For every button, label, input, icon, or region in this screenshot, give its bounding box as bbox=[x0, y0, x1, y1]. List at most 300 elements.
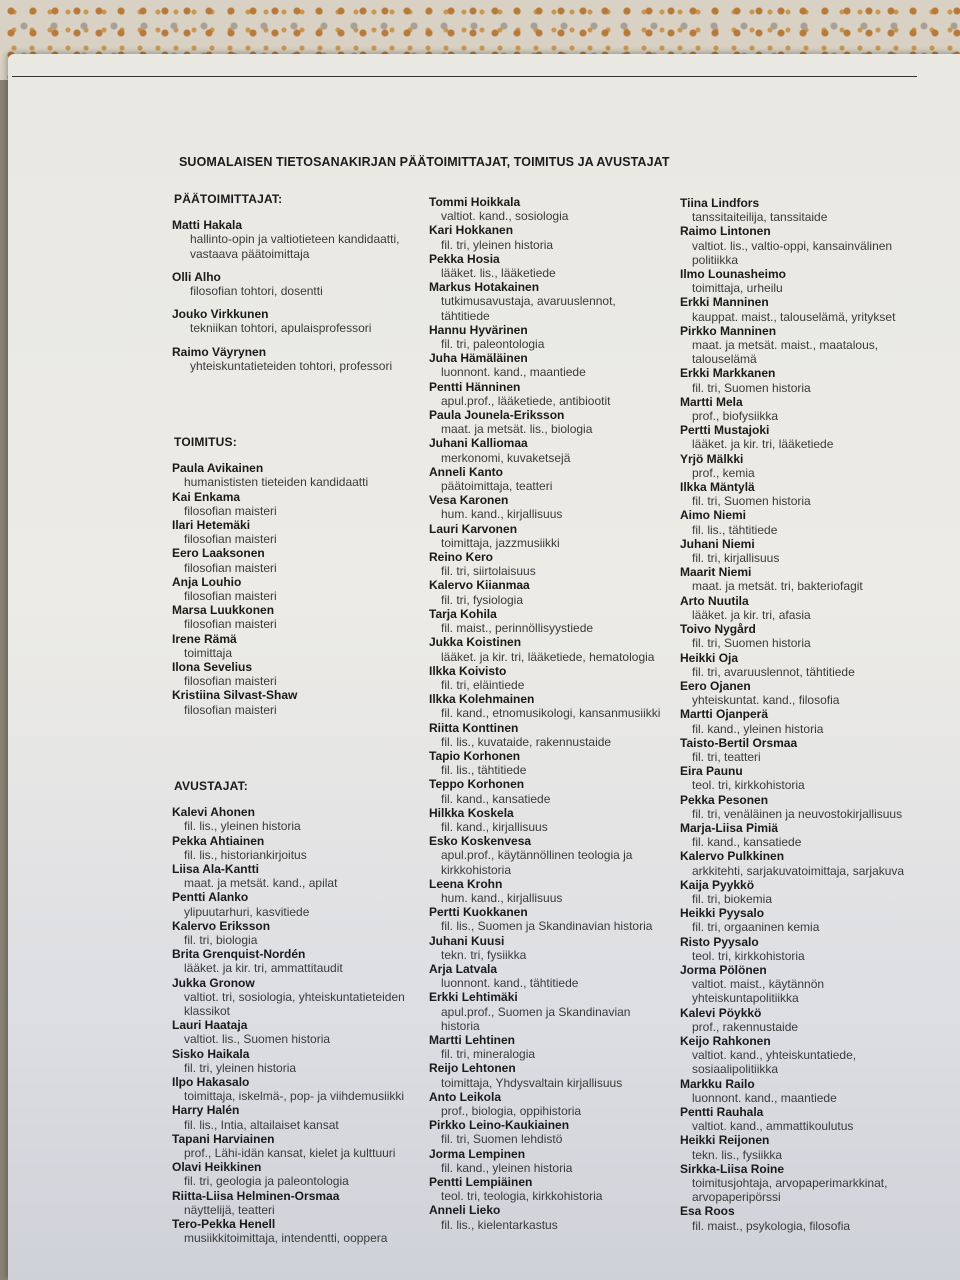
person-name: Jorma Pölönen bbox=[680, 962, 767, 977]
person-name: Ilmo Lounasheimo bbox=[680, 267, 787, 282]
person-entry bbox=[680, 821, 915, 849]
person-entry bbox=[429, 1203, 664, 1231]
person-name: Reino Kero bbox=[429, 550, 494, 565]
person-entry bbox=[172, 688, 417, 716]
person-entry bbox=[680, 508, 915, 536]
person-name: Anto Leikola bbox=[429, 1089, 502, 1104]
person-entry bbox=[429, 721, 664, 749]
person-name: Jukka Gronow bbox=[172, 975, 255, 990]
column-2 bbox=[429, 195, 664, 1232]
person-description: tekn. tri, fysiikka bbox=[441, 947, 527, 962]
person-description: luonnont. kand., tähtitiede bbox=[441, 976, 579, 991]
person-description: lääket. ja kir. tri, ammattitaudit bbox=[184, 961, 343, 976]
person-name: Anja Louhio bbox=[172, 574, 242, 589]
person-description: fil. kand., etnomusikologi, kansanmusiikki bbox=[441, 706, 661, 721]
person-description: lääket. lis., lääketiede bbox=[441, 266, 556, 281]
person-description: luonnont. kand., maantiede bbox=[441, 365, 586, 380]
person-name: Pentti Alanko bbox=[172, 890, 249, 905]
person-name: Sisko Haikala bbox=[172, 1046, 250, 1061]
person-description: fil. lis., yleinen historia bbox=[184, 819, 301, 834]
person-description: tekn. lis., fysiikka bbox=[692, 1147, 783, 1162]
person-description: fil. tri, siirtolaisuus bbox=[441, 564, 536, 579]
person-name: Markku Railo bbox=[680, 1076, 755, 1091]
person-name: Paula Avikainen bbox=[172, 461, 264, 476]
person-description: kauppat. maist., talouselämä, yritykset bbox=[692, 309, 896, 324]
person-entry bbox=[429, 578, 664, 606]
person-entry bbox=[429, 280, 664, 323]
person-description: fil. tri, venäläinen ja neuvostokirjallisuus bbox=[692, 806, 903, 821]
person-entry bbox=[429, 408, 664, 436]
person-description: prof., biologia, oppihistoria bbox=[441, 1104, 582, 1118]
person-name: Martti Mela bbox=[680, 394, 743, 409]
person-description: lääket. ja kir. tri, lääketiede, hematologia bbox=[441, 649, 655, 664]
person-entry bbox=[680, 395, 915, 423]
person-description: teol. tri, teologia, kirkkohistoria bbox=[441, 1189, 603, 1204]
person-entry bbox=[429, 962, 664, 990]
person-description: fil. kand., kansatiede bbox=[692, 835, 802, 850]
person-name: Markus Hotakainen bbox=[429, 280, 540, 295]
person-entry bbox=[429, 252, 664, 280]
person-entry bbox=[429, 1061, 664, 1089]
person-description: toimittaja bbox=[184, 645, 233, 660]
person-entry bbox=[172, 976, 417, 1019]
person-name: Eero Laaksonen bbox=[172, 546, 265, 561]
person-entry bbox=[680, 679, 915, 707]
person-name: Lauri Haataja bbox=[172, 1018, 248, 1033]
person-description: toimitusjohtaja, arvopaperimarkkinat, arvopaperipörssi bbox=[692, 1176, 888, 1205]
person-name: Ilkka Kolehmainen bbox=[429, 692, 535, 707]
person-name: Kaija Pyykkö bbox=[680, 877, 755, 892]
person-description: fil. tri, Suomen historia bbox=[692, 494, 811, 509]
person-name: Pertti Mustajoki bbox=[680, 423, 770, 438]
person-description: fil. tri, orgaaninen kemia bbox=[692, 920, 820, 935]
person-entry bbox=[172, 1189, 417, 1217]
person-name: Lauri Karvonen bbox=[429, 521, 518, 536]
person-name: Riitta Konttinen bbox=[429, 720, 519, 735]
person-entry bbox=[680, 594, 915, 622]
person-description: hum. kand., kirjallisuus bbox=[441, 890, 563, 905]
person-entry bbox=[429, 934, 664, 962]
person-entry bbox=[429, 777, 664, 805]
person-description: valtiot. kand., ammattikoulutus bbox=[692, 1119, 854, 1134]
person-name: Reijo Lehtonen bbox=[429, 1061, 516, 1076]
person-name: Eero Ojanen bbox=[680, 678, 751, 693]
person-entry bbox=[429, 990, 664, 1033]
person-entry bbox=[680, 793, 915, 821]
person-description: prof., kemia bbox=[692, 465, 755, 480]
person-entry bbox=[172, 345, 417, 373]
person-description: filosofian maisteri bbox=[184, 674, 277, 689]
person-description: valtiot. lis., valtio-oppi, kansainvälinen politiikka bbox=[692, 238, 893, 267]
person-entry bbox=[172, 1132, 417, 1160]
person-entry bbox=[429, 1090, 664, 1118]
person-description: valtiot. maist., käytännön yhteiskuntapolitiikka bbox=[692, 977, 825, 1006]
person-entry bbox=[429, 664, 664, 692]
person-name: Kalervo Pulkkinen bbox=[680, 849, 785, 864]
person-entry bbox=[680, 1034, 915, 1077]
person-entry bbox=[172, 1018, 417, 1046]
person-name: Teppo Korhonen bbox=[429, 777, 525, 792]
person-description: teol. tri, kirkkohistoria bbox=[692, 778, 805, 793]
person-description: fil. tri, yleinen historia bbox=[441, 237, 554, 252]
person-name: Kalevi Pöykkö bbox=[680, 1005, 762, 1020]
person-description: fil. tri, Suomen lehdistö bbox=[441, 1132, 563, 1147]
person-description: fil. lis., tähtitiede bbox=[441, 763, 527, 778]
person-description: lääket. ja kir. tri, afasia bbox=[692, 607, 811, 622]
person-name: Pertti Kuokkanen bbox=[429, 905, 528, 920]
person-description: fil. tri, biokemia bbox=[692, 891, 773, 906]
person-entry bbox=[680, 1204, 915, 1232]
person-description: maat. ja metsät. maist., maatalous, talouselämä bbox=[692, 338, 879, 367]
person-entry bbox=[680, 423, 915, 451]
person-description: tanssitaiteilija, tanssitaide bbox=[692, 210, 828, 225]
person-entry bbox=[429, 493, 664, 521]
person-name: Pentti Rauhala bbox=[680, 1105, 764, 1119]
person-name: Jukka Koistinen bbox=[429, 635, 522, 650]
person-description: merkonomi, kuvaketsejä bbox=[441, 450, 571, 465]
person-name: Pekka Ahtiainen bbox=[172, 833, 265, 848]
person-entry bbox=[429, 351, 664, 379]
person-description: toimittaja, Yhdysvaltain kirjallisuus bbox=[441, 1075, 623, 1090]
person-description: lääket. ja kir. tri, lääketiede bbox=[692, 437, 834, 452]
person-name: Eira Paunu bbox=[680, 764, 743, 779]
person-entry bbox=[172, 632, 417, 660]
person-name: Arto Nuutila bbox=[680, 593, 749, 608]
person-entry bbox=[172, 862, 417, 890]
person-entry bbox=[680, 736, 915, 764]
person-entry bbox=[429, 550, 664, 578]
person-name: Pentti Hänninen bbox=[429, 379, 521, 394]
top-rule bbox=[12, 76, 917, 77]
person-description: valtiot. kand., sosiologia bbox=[441, 209, 569, 224]
person-name: Olli Alho bbox=[172, 269, 221, 284]
person-entry bbox=[172, 603, 417, 631]
person-entry bbox=[429, 607, 664, 635]
person-entry bbox=[172, 947, 417, 975]
person-name: Paula Jounela-Eriksson bbox=[429, 408, 565, 423]
person-name: Juhani Kalliomaa bbox=[429, 436, 528, 451]
person-description: valtiot. kand., yhteiskuntatiede, sosiaalipolitiikka bbox=[692, 1048, 857, 1077]
page-title: SUOMALAISEN TIETOSANAKIRJAN PÄÄTOIMITTAJAT, TOIMITUS JA AVUSTAJAT bbox=[179, 155, 670, 169]
person-name: Tiina Lindfors bbox=[680, 196, 760, 210]
person-entry bbox=[680, 849, 915, 877]
person-description: humanististen tieteiden kandidaatti bbox=[184, 475, 369, 490]
person-name: Pirkko Manninen bbox=[680, 323, 777, 338]
contributors-list-2 bbox=[429, 195, 664, 1232]
person-description: toimittaja, jazzmusiikki bbox=[441, 535, 560, 550]
person-name: Kalervo Kiianmaa bbox=[429, 578, 530, 593]
person-entry bbox=[429, 834, 664, 877]
person-name: Erkki Markkanen bbox=[680, 366, 776, 381]
person-entry bbox=[680, 935, 915, 963]
person-entry bbox=[172, 575, 417, 603]
person-entry bbox=[429, 223, 664, 251]
person-name: Heikki Pyysalo bbox=[680, 906, 765, 921]
person-name: Esko Koskenvesa bbox=[429, 834, 532, 849]
person-description: filosofian maisteri bbox=[184, 503, 277, 518]
person-entry bbox=[429, 323, 664, 351]
person-description: fil. kand., kirjallisuus bbox=[441, 819, 548, 834]
person-description: fil. lis., kuvataide, rakennustaide bbox=[441, 734, 612, 749]
column-1 bbox=[172, 192, 417, 1245]
person-name: Pekka Hosia bbox=[429, 251, 500, 266]
person-entry bbox=[172, 1217, 417, 1245]
person-description: filosofian tohtori, dosentti bbox=[190, 284, 323, 299]
person-description: fil. tri, biologia bbox=[184, 932, 258, 947]
person-entry bbox=[429, 749, 664, 777]
person-name: Brita Grenquist-Nordén bbox=[172, 947, 306, 962]
person-name: Harry Halén bbox=[172, 1103, 240, 1118]
person-name: Keijo Rahkonen bbox=[680, 1033, 771, 1048]
person-description: päätoimittaja, teatteri bbox=[441, 479, 553, 494]
person-description: yhteiskuntat. kand., filosofia bbox=[692, 693, 840, 708]
staff-heading: TOIMITUS: bbox=[174, 435, 237, 450]
person-entry bbox=[172, 919, 417, 947]
person-name: Juhani Niemi bbox=[680, 536, 755, 551]
person-name: Leena Krohn bbox=[429, 876, 503, 891]
person-entry bbox=[680, 452, 915, 480]
person-entry bbox=[172, 1075, 417, 1103]
person-entry bbox=[680, 366, 915, 394]
person-name: Erkki Manninen bbox=[680, 295, 769, 310]
person-name: Marsa Luukkonen bbox=[172, 603, 275, 618]
person-name: Raimo Väyrynen bbox=[172, 344, 267, 359]
person-name: Heikki Oja bbox=[680, 650, 739, 665]
person-entry bbox=[680, 1133, 915, 1161]
person-description: luonnont. kand., maantiede bbox=[692, 1090, 837, 1105]
person-entry bbox=[680, 963, 915, 1006]
person-name: Vesa Karonen bbox=[429, 493, 509, 508]
person-entry bbox=[680, 196, 915, 224]
staff-list bbox=[172, 461, 417, 717]
person-entry bbox=[172, 660, 417, 688]
person-name: Sirkka-Liisa Roine bbox=[680, 1161, 785, 1176]
person-entry bbox=[680, 565, 915, 593]
person-description: fil. lis., tähtitiede bbox=[692, 522, 778, 537]
person-entry bbox=[429, 806, 664, 834]
person-entry bbox=[172, 834, 417, 862]
person-entry bbox=[172, 218, 417, 261]
person-name: Ilari Hetemäki bbox=[172, 518, 251, 533]
person-name: Martti Ojanperä bbox=[680, 707, 769, 722]
person-name: Juhani Kuusi bbox=[429, 933, 505, 948]
person-name: Tapani Harviainen bbox=[172, 1131, 275, 1146]
person-entry bbox=[680, 480, 915, 508]
person-description: valtiot. tri, sosiologia, yhteiskuntatieteiden klassikot bbox=[184, 989, 405, 1018]
person-entry bbox=[680, 267, 915, 295]
person-entry bbox=[680, 651, 915, 679]
person-description: tutkimusavustaja, avaruuslennot, tähtitiede bbox=[441, 294, 616, 323]
contributors-list-1 bbox=[172, 805, 417, 1245]
person-name: Kari Hokkanen bbox=[429, 223, 514, 238]
person-name: Tommi Hoikkala bbox=[429, 195, 521, 209]
person-description: hum. kand., kirjallisuus bbox=[441, 507, 563, 522]
person-name: Hilkka Koskela bbox=[429, 805, 514, 820]
person-description: fil. kand., kansatiede bbox=[441, 791, 551, 806]
person-description: fil. maist., psykologia, filosofia bbox=[692, 1218, 851, 1233]
editors-heading: PÄÄTOIMITTAJAT: bbox=[174, 192, 283, 206]
person-description: fil. lis., Suomen ja Skandinavian historia bbox=[441, 919, 653, 934]
person-description: filosofian maisteri bbox=[184, 702, 277, 717]
person-description: yhteiskuntatieteiden tohtori, professori bbox=[190, 358, 393, 373]
person-entry bbox=[172, 490, 417, 518]
person-entry bbox=[680, 878, 915, 906]
person-description: fil. tri, avaruuslennot, tähtitiede bbox=[692, 664, 855, 679]
person-name: Hannu Hyvärinen bbox=[429, 322, 528, 337]
person-description: musiikkitoimittaja, intendentti, ooppera bbox=[184, 1231, 388, 1246]
person-description: fil. kand., yleinen historia bbox=[692, 721, 824, 736]
person-name: Anneli Lieko bbox=[429, 1203, 501, 1218]
person-entry bbox=[172, 461, 417, 489]
person-entry bbox=[429, 877, 664, 905]
person-name: Pirkko Leino-Kaukiainen bbox=[429, 1118, 570, 1133]
person-name: Heikki Reijonen bbox=[680, 1133, 770, 1148]
person-entry bbox=[429, 692, 664, 720]
person-description: apul.prof., lääketiede, antibiootit bbox=[441, 393, 611, 408]
person-entry bbox=[680, 295, 915, 323]
column-3 bbox=[680, 196, 915, 1233]
person-name: Tero-Pekka Henell bbox=[172, 1216, 276, 1231]
person-entry bbox=[429, 522, 664, 550]
person-description: apul.prof., käytännöllinen teologia ja kirkkohistoria bbox=[441, 848, 633, 877]
person-entry bbox=[680, 224, 915, 267]
person-name: Esa Roos bbox=[680, 1204, 735, 1219]
person-name: Raimo Lintonen bbox=[680, 224, 771, 239]
person-description: prof., biofysiikka bbox=[692, 409, 779, 424]
person-description: filosofian maisteri bbox=[184, 560, 277, 575]
person-description: fil. lis., Intia, altailaiset kansat bbox=[184, 1117, 339, 1132]
person-name: Kalervo Eriksson bbox=[172, 918, 271, 933]
person-name: Pekka Pesonen bbox=[680, 792, 769, 807]
person-name: Risto Pyysalo bbox=[680, 934, 759, 949]
person-entry bbox=[680, 1006, 915, 1034]
person-name: Ilkka Mäntylä bbox=[680, 480, 755, 495]
person-name: Ilpo Hakasalo bbox=[172, 1074, 250, 1089]
editors-list bbox=[172, 218, 417, 373]
person-description: fil. lis., kielentarkastus bbox=[441, 1217, 558, 1232]
person-name: Matti Hakala bbox=[172, 218, 243, 233]
person-name: Toivo Nygård bbox=[680, 622, 756, 637]
person-name: Tapio Korhonen bbox=[429, 748, 521, 763]
person-description: fil. tri, mineralogia bbox=[441, 1047, 536, 1062]
person-entry bbox=[680, 622, 915, 650]
person-entry bbox=[429, 1175, 664, 1203]
person-entry bbox=[172, 890, 417, 918]
person-description: maat. ja metsät. tri, bakteriofagit bbox=[692, 579, 863, 594]
person-name: Kai Enkama bbox=[172, 489, 241, 504]
person-name: Martti Lehtinen bbox=[429, 1032, 515, 1047]
person-entry bbox=[429, 380, 664, 408]
person-description: valtiot. lis., Suomen historia bbox=[184, 1032, 331, 1047]
person-description: prof., Lähi-idän kansat, kielet ja kulttuuri bbox=[184, 1145, 396, 1160]
person-entry bbox=[429, 436, 664, 464]
person-name: Arja Latvala bbox=[429, 961, 498, 976]
person-description: filosofian maisteri bbox=[184, 532, 277, 547]
person-description: näyttelijä, teatteri bbox=[184, 1202, 275, 1217]
person-name: Yrjö Mälkki bbox=[680, 451, 744, 466]
person-entry bbox=[172, 805, 417, 833]
person-description: teol. tri, kirkkohistoria bbox=[692, 948, 805, 963]
person-entry bbox=[429, 1147, 664, 1175]
person-entry bbox=[172, 307, 417, 335]
person-description: fil. tri, paleontologia bbox=[441, 337, 545, 352]
person-entry bbox=[172, 1047, 417, 1075]
person-description: hallinto-opin ja valtiotieteen kandidaatti, vastaava päätoimittaja bbox=[190, 232, 400, 261]
contributors-heading: AVUSTAJAT: bbox=[174, 778, 248, 793]
person-name: Kalevi Ahonen bbox=[172, 805, 255, 820]
person-description: maat. ja metsät. lis., biologia bbox=[441, 422, 593, 437]
person-entry bbox=[172, 518, 417, 546]
person-entry bbox=[429, 195, 664, 223]
person-name: Aimo Niemi bbox=[680, 508, 747, 523]
person-entry bbox=[680, 1162, 915, 1205]
person-description: tekniikan tohtori, apulaisprofessori bbox=[190, 321, 372, 336]
person-description: fil. tri, teatteri bbox=[692, 749, 761, 764]
person-name: Anneli Kanto bbox=[429, 464, 503, 479]
person-entry bbox=[172, 1103, 417, 1131]
person-name: Liisa Ala-Kantti bbox=[172, 861, 259, 876]
person-name: Kristiina Silvast-Shaw bbox=[172, 688, 298, 703]
person-description: fil. tri, kirjallisuus bbox=[692, 551, 780, 566]
person-description: prof., rakennustaide bbox=[692, 1019, 799, 1034]
person-description: ylipuutarhuri, kasvitiede bbox=[184, 904, 310, 919]
person-name: Jorma Lempinen bbox=[429, 1146, 526, 1161]
person-description: arkkitehti, sarjakuvatoimittaja, sarjakuva bbox=[692, 863, 905, 878]
person-description: apul.prof., Suomen ja Skandinavian historia bbox=[441, 1004, 631, 1033]
person-description: fil. maist., perinnöllisyystiede bbox=[441, 621, 594, 636]
person-description: toimittaja, iskelmä-, pop- ja viihdemusiikki bbox=[184, 1089, 405, 1104]
person-name: Riitta-Liisa Helminen-Orsmaa bbox=[172, 1188, 340, 1203]
person-description: fil. tri, eläintiede bbox=[441, 677, 525, 692]
person-name: Olavi Heikkinen bbox=[172, 1160, 262, 1175]
person-description: fil. tri, geologia ja paleontologia bbox=[184, 1174, 349, 1189]
person-description: toimittaja, urheilu bbox=[692, 281, 783, 296]
person-entry bbox=[680, 764, 915, 792]
person-description: fil. kand., yleinen historia bbox=[441, 1160, 573, 1175]
person-description: filosofian maisteri bbox=[184, 589, 277, 604]
person-entry bbox=[429, 1033, 664, 1061]
contributors-list-3 bbox=[680, 196, 915, 1233]
person-entry bbox=[680, 1077, 915, 1105]
person-entry bbox=[172, 270, 417, 298]
person-entry bbox=[680, 324, 915, 367]
person-name: Erkki Lehtimäki bbox=[429, 990, 518, 1005]
person-name: Jouko Virkkunen bbox=[172, 307, 269, 322]
person-description: fil. tri, Suomen historia bbox=[692, 636, 811, 651]
person-entry bbox=[429, 1118, 664, 1146]
person-entry bbox=[680, 1105, 915, 1133]
person-description: maat. ja metsät. kand., apilat bbox=[184, 876, 338, 891]
person-description: fil. tri, Suomen historia bbox=[692, 380, 811, 395]
person-name: Irene Rämä bbox=[172, 631, 237, 646]
person-description: fil. lis., historiankirjoitus bbox=[184, 847, 307, 862]
person-entry bbox=[429, 905, 664, 933]
person-entry bbox=[172, 546, 417, 574]
person-entry bbox=[680, 906, 915, 934]
person-name: Ilona Sevelius bbox=[172, 660, 253, 675]
person-description: filosofian maisteri bbox=[184, 617, 277, 632]
person-name: Marja-Liisa Pimiä bbox=[680, 820, 779, 835]
person-name: Juha Hämäläinen bbox=[429, 351, 528, 366]
person-name: Taisto-Bertil Orsmaa bbox=[680, 735, 798, 750]
person-entry bbox=[680, 537, 915, 565]
person-entry bbox=[429, 465, 664, 493]
person-entry bbox=[429, 635, 664, 663]
person-name: Ilkka Koivisto bbox=[429, 663, 507, 678]
person-name: Pentti Lempiäinen bbox=[429, 1175, 533, 1190]
person-description: fil. tri, yleinen historia bbox=[184, 1060, 297, 1075]
person-name: Tarja Kohila bbox=[429, 606, 497, 621]
